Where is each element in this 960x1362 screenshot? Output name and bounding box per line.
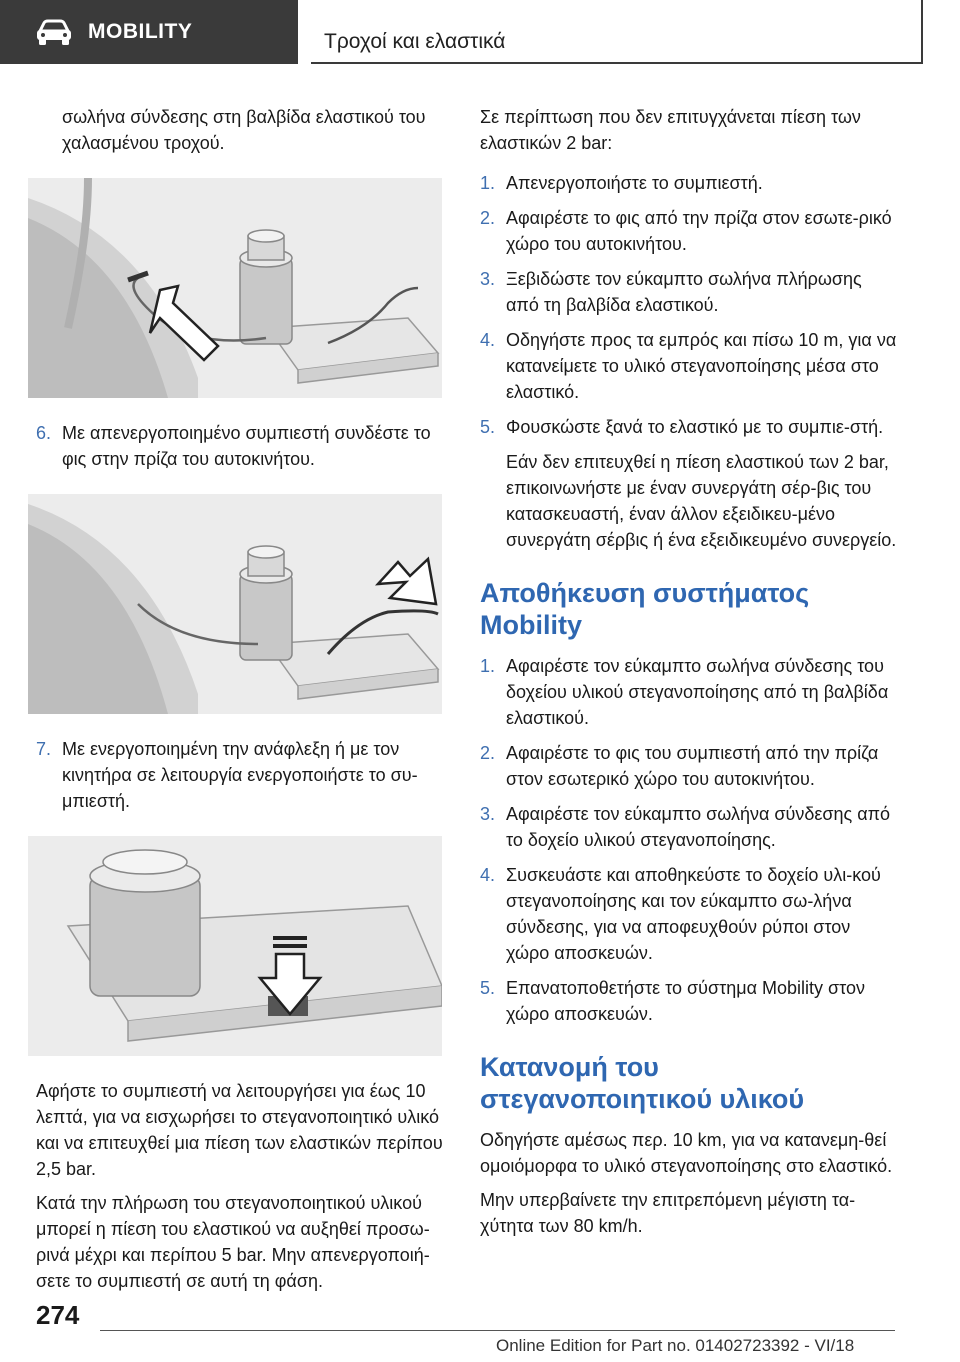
figure-hose-connection — [28, 178, 442, 398]
heading-distribution: Κατανομή του στεγανοποιητικού υλικού — [480, 1052, 805, 1114]
paragraph-speed-limit: Μην υπερβαίνετε την επιτρεπόμενη μέγιστη τα-χύτητα των 80 km/h. — [480, 1190, 856, 1236]
header-section-tab — [0, 0, 298, 64]
step-number: 1. — [480, 656, 496, 676]
step-number: 2. — [480, 208, 496, 228]
step-1 — [480, 170, 898, 196]
step-text: Ξεβιδώστε τον εύκαμπτο σωλήνα πλήρωσης από τη βαλβίδα ελαστικού. — [506, 269, 862, 315]
paragraph-pressure-note: Κατά την πλήρωση του στεγανοποιητικού υλικού μπορεί η πίεση του ελαστικού να αυξηθεί προσω-ρινά μέχρι και περίπου 5 bar. Μην απενεργοποιή-σετε το συμπιεστή σε αυτή τη φάση. — [36, 1193, 430, 1291]
heading-storage: Αποθήκευση συστήματος Mobility — [480, 578, 810, 640]
step-number: 6. — [36, 423, 52, 443]
step-text: Οδηγήστε προς τα εμπρός και πίσω 10 m, για να κατανείμετε το υλικό στεγανοποίησης μέσα στο ελαστικό. — [506, 330, 897, 402]
step-text: Με ενεργοποιημένη την ανάφλεξη ή με τον κινητήρα σε λειτουργία ενεργοποιήστε το συ-μπιεστή. — [62, 739, 418, 811]
step-text: Αφαιρέστε το φις από την πρίζα στον εσωτε-ρικό χώρο του αυτοκινήτου. — [506, 208, 892, 254]
footer-rule — [100, 1330, 895, 1331]
car-icon — [34, 17, 74, 47]
step-number: 5. — [480, 417, 496, 437]
step-5 — [480, 414, 898, 440]
step-text: Φουσκώστε ξανά το ελαστικό με το συμπιε-στή. — [506, 417, 884, 437]
right-column — [480, 104, 898, 1247]
tire-compressor-illustration — [28, 178, 442, 398]
step-4 — [480, 327, 898, 405]
chapter-header — [311, 0, 923, 64]
storage-step-5 — [480, 975, 898, 1027]
storage-step-1 — [480, 653, 898, 731]
paragraph-runtime: Αφήστε το συμπιεστή να λειτουργήσει για έως 10 λεπτά, για να εισχωρήσει το στεγανοποιητικό υλικό και να επιτευχθεί μια πίεση των ελαστικών περίπου 2,5 bar. — [36, 1081, 443, 1179]
chapter-title: Τροχοί και ελαστικά — [324, 30, 506, 53]
step-text: Αφαιρέστε τον εύκαμπτο σωλήνα σύνδεσης του δοχείου υλικού στεγανοποίησης από τη βαλβίδα ελαστικού. — [506, 656, 889, 728]
section-title: MOBILITY — [88, 20, 193, 43]
left-column — [36, 104, 446, 1302]
compressor-plug-illustration — [28, 494, 442, 714]
storage-step-4 — [480, 862, 898, 966]
step-number: 4. — [480, 330, 496, 350]
storage-step-3 — [480, 801, 898, 853]
step-2 — [480, 205, 898, 257]
storage-step-2 — [480, 740, 898, 792]
step-number: 5. — [480, 978, 496, 998]
step-number: 3. — [480, 804, 496, 824]
step-text: Αφαιρέστε το φις του συμπιεστή από την πρίζα στον εσωτερικό χώρο του αυτοκινήτου. — [506, 743, 879, 789]
step-number: 2. — [480, 743, 496, 763]
step-6 — [36, 420, 446, 472]
step-continuation: σωλήνα σύνδεσης στη βαλβίδα ελαστικού του χαλασμένου τροχού. — [62, 107, 426, 153]
step-3 — [480, 266, 898, 318]
step-text: Απενεργοποιήστε το συμπιεστή. — [506, 173, 763, 193]
step-number: 7. — [36, 739, 52, 759]
paragraph-drive: Οδηγήστε αμέσως περ. 10 km, για να κατανεμη-θεί ομοιόμορφα το υλικό στεγανοποίησης στο ελαστικό. — [480, 1130, 893, 1176]
step-number: 3. — [480, 269, 496, 289]
step-7 — [36, 736, 446, 814]
edition-info: Online Edition for Part no. 01402723392 - VI/18 — [496, 1336, 855, 1355]
step-text: Με απενεργοποιημένο συμπιεστή συνδέστε το φις στην πρίζα του αυτοκινήτου. — [62, 423, 431, 469]
page-number: 274 — [36, 1300, 80, 1330]
service-note: Εάν δεν επιτευχθεί η πίεση ελαστικού των 2 bar, επικοινωνήστε με έναν συνεργάτη σέρ-βις του κατασκευαστή, έναν άλλον εξειδικευ-μένο συνεργάτη σέρβις ή ένα εξειδικευμένο συνεργείο. — [506, 452, 897, 550]
step-number: 4. — [480, 865, 496, 885]
figure-plug-socket — [28, 494, 442, 714]
compressor-switch-illustration — [28, 836, 442, 1056]
paragraph-low-pressure: Σε περίπτωση που δεν επιτυγχάνεται πίεση των ελαστικών 2 bar: — [480, 107, 861, 153]
step-text: Επανατοποθετήστε το σύστημα Mobility στον χώρο αποσκευών. — [506, 978, 865, 1024]
step-text: Συσκευάστε και αποθηκεύστε το δοχείο υλι-κού στεγανοποίησης και τον εύκαμπτο σω-λήνα σύνδεσης, για να αποφευχθούν ρύποι στον χώρο αποσκευών. — [506, 865, 881, 963]
step-text: Αφαιρέστε τον εύκαμπτο σωλήνα σύνδεσης από το δοχείο υλικού στεγανοποίησης. — [506, 804, 891, 850]
step-number: 1. — [480, 173, 496, 193]
figure-compressor-switch — [28, 836, 442, 1056]
